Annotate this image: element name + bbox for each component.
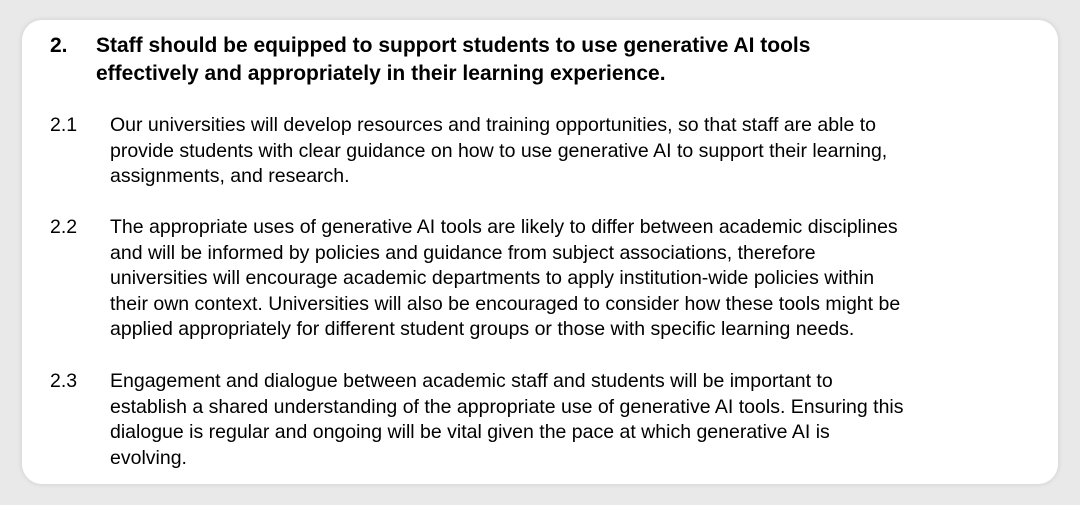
paragraph-line: establish a shared understanding of the appropriate use of generative AI tools. Ensuring this — [110, 395, 904, 418]
section-title-line: effectively and appropriately in their learning experience. — [96, 62, 666, 85]
paragraph-line: their own context. Universities will also be encouraged to consider how these tools might be — [110, 292, 901, 315]
paragraph-text — [110, 113, 1060, 190]
document-card — [22, 20, 1058, 484]
paragraph-text — [110, 215, 1060, 343]
paragraph-line: evolving. — [110, 446, 187, 469]
paragraph-line: The appropriate uses of generative AI tools are likely to differ between academic disciplines — [110, 216, 898, 238]
paragraph-line: and will be informed by policies and guidance from subject associations, therefore — [110, 241, 816, 264]
section-title — [96, 32, 996, 88]
paragraph-line: dialogue is regular and ongoing will be vital given the pace at which generative AI is — [110, 421, 830, 443]
paragraph-line: Our universities will develop resources and training opportunities, so that staff are able to — [110, 114, 876, 136]
section-title-line: Staff should be equipped to support students to use generative AI tools — [96, 34, 811, 57]
paragraph-number: 2.1 — [50, 114, 78, 136]
paragraph-line: Engagement and dialogue between academic staff and students will be important to — [110, 370, 833, 392]
paragraph-line: applied appropriately for different student groups or those with specific learning needs. — [110, 318, 855, 340]
paragraph-line: assignments, and research. — [110, 165, 350, 187]
paragraph-text — [110, 369, 1060, 471]
paragraph-number: 2.2 — [50, 216, 78, 238]
paragraph-number: 2.3 — [50, 370, 78, 392]
section-number: 2. — [50, 34, 68, 57]
paragraph-line: provide students with clear guidance on how to use generative AI to support their learning, — [110, 139, 888, 162]
paragraph-line: universities will encourage academic departments to apply institution-wide policies within — [110, 267, 875, 289]
